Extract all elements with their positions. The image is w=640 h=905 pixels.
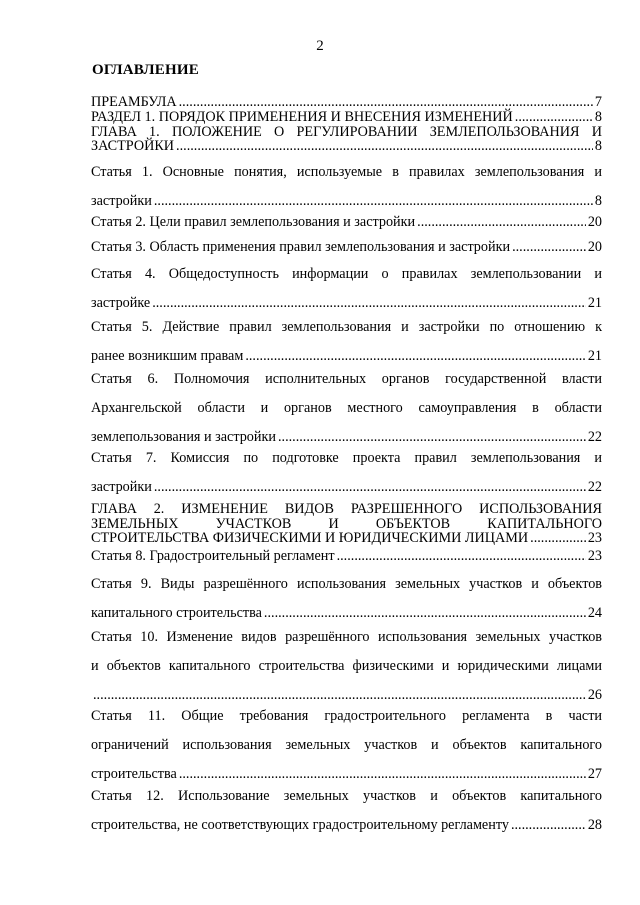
entry-page: 8 (594, 193, 602, 209)
entry-page: 23 (587, 548, 602, 564)
entry-title-line: ограничений использования земельных участков и объектов капитального (91, 737, 602, 753)
entry-page: 27 (587, 766, 602, 782)
entry-title-line: Статья 5. Действие правил землепользования и застройки по отношению к (91, 319, 602, 335)
entry-page: 20 (587, 214, 602, 230)
leader-dots (176, 139, 593, 153)
entry-title: Статья 8. Градостроительный регламент (91, 548, 335, 564)
entry-title: капитального строительства (91, 605, 262, 621)
toc-entry-article-10[interactable] (91, 623, 602, 710)
entry-title: застройке (91, 295, 151, 311)
entry-page: 7 (594, 94, 602, 110)
entry-page: 24 (587, 605, 602, 621)
entry-title: СТРОИТЕЛЬСТВА ФИЗИЧЕСКИМИ И ЮРИДИЧЕСКИМИ ЛИЦАМИ (91, 530, 529, 546)
toc-title: ОГЛАВЛЕНИЕ (92, 62, 199, 78)
entry-title-line: ЗЕМЕЛЬНЫХ УЧАСТКОВ И ОБЪЕКТОВ КАПИТАЛЬНОГО (91, 515, 602, 532)
entry-title-line: Статья 1. Основные понятия, используемые в правилах землепользования и (91, 164, 602, 180)
entry-title-line: Статья 6. Полномочия исполнительных органов государственной власти (91, 371, 602, 387)
page-number: 2 (316, 38, 324, 54)
entry-page: 28 (587, 817, 602, 833)
entry-title-line: и объектов капитального строительства физическими и юридическими лицами (91, 658, 602, 674)
entry-title-line: Статья 7. Комиссия по подготовке проекта правил землепользования и (91, 450, 602, 466)
toc-entry-chapter-2[interactable] (91, 502, 602, 546)
toc-entry-article-9[interactable] (91, 570, 602, 628)
toc-entry-section-1[interactable] (91, 110, 602, 124)
entry-title-line: ГЛАВА 2. ИЗМЕНЕНИЕ ВИДОВ РАЗРЕШЕННОГО ИСПОЛЬЗОВАНИЯ (91, 501, 602, 517)
entry-page: 8 (594, 138, 602, 154)
entry-page: 21 (587, 295, 602, 311)
entry-title: землепользования и застройки (91, 429, 276, 445)
toc-entry-article-3[interactable] (91, 233, 602, 262)
toc-entry-article-12[interactable] (91, 782, 602, 840)
entry-page: 20 (587, 239, 602, 255)
entry-title-line: Статья 10. Изменение видов разрешённого использования земельных участков (91, 629, 602, 645)
leader-dots (515, 110, 593, 124)
entry-title: застройки (91, 479, 152, 495)
entry-title: Статья 3. Область применения правил землепользования и застройки (91, 239, 511, 255)
entry-title-line: Статья 9. Виды разрешённого использования земельных участков и объектов (91, 576, 602, 592)
entry-title: застройки (91, 193, 152, 209)
entry-title: РАЗДЕЛ 1. ПОРЯДОК ПРИМЕНЕНИЯ И ВНЕСЕНИЯ ИЗМЕНЕНИЙ (91, 109, 513, 125)
entry-title: ранее возникшим правам (91, 348, 244, 364)
entry-title-line: Статья 4. Общедоступность информации о правилах землепользовании и (91, 266, 602, 282)
toc-entry-article-6[interactable] (91, 365, 602, 452)
entry-title-line: Статья 11. Общие требования градостроительного регламента в части (91, 708, 602, 724)
leader-dots (179, 95, 593, 109)
entry-title: строительства, не соответствующих градостроительному регламенту (91, 817, 509, 833)
leader-dots (512, 233, 586, 262)
entry-page: 22 (587, 429, 602, 445)
toc-entry-article-5[interactable] (91, 313, 602, 371)
entry-title: ПРЕАМБУЛА (91, 94, 177, 110)
entry-title: Статья 2. Цели правил землепользования и застройки (91, 214, 416, 230)
entry-page: 8 (594, 109, 602, 125)
entry-title-line: Архангельской области и органов местного самоуправления в области (91, 400, 602, 416)
toc-entry-article-4[interactable] (91, 260, 602, 318)
leader-dots (511, 811, 586, 840)
leader-dots (530, 531, 586, 546)
toc-entry-article-7[interactable] (91, 444, 602, 502)
entry-page: 23 (587, 530, 602, 546)
toc-entry-preamble[interactable] (91, 95, 602, 109)
toc-entry-chapter-1[interactable] (91, 125, 602, 153)
entry-title: строительства (91, 766, 177, 782)
entry-title-line: Статья 12. Использование земельных участков и объектов капитального (91, 788, 602, 804)
entry-title-line: ГЛАВА 1. ПОЛОЖЕНИЕ О РЕГУЛИРОВАНИИ ЗЕМЛЕПОЛЬЗОВАНИЯ И (91, 124, 602, 140)
entry-title: ЗАСТРОЙКИ (91, 138, 175, 154)
entry-page: 22 (587, 479, 602, 495)
toc-entry-article-11[interactable] (91, 702, 602, 789)
entry-page: 26 (587, 687, 602, 703)
leader-dots (337, 549, 586, 563)
toc-entry-article-8[interactable] (91, 549, 602, 563)
entry-page: 21 (587, 348, 602, 364)
leader-dots (154, 473, 586, 502)
